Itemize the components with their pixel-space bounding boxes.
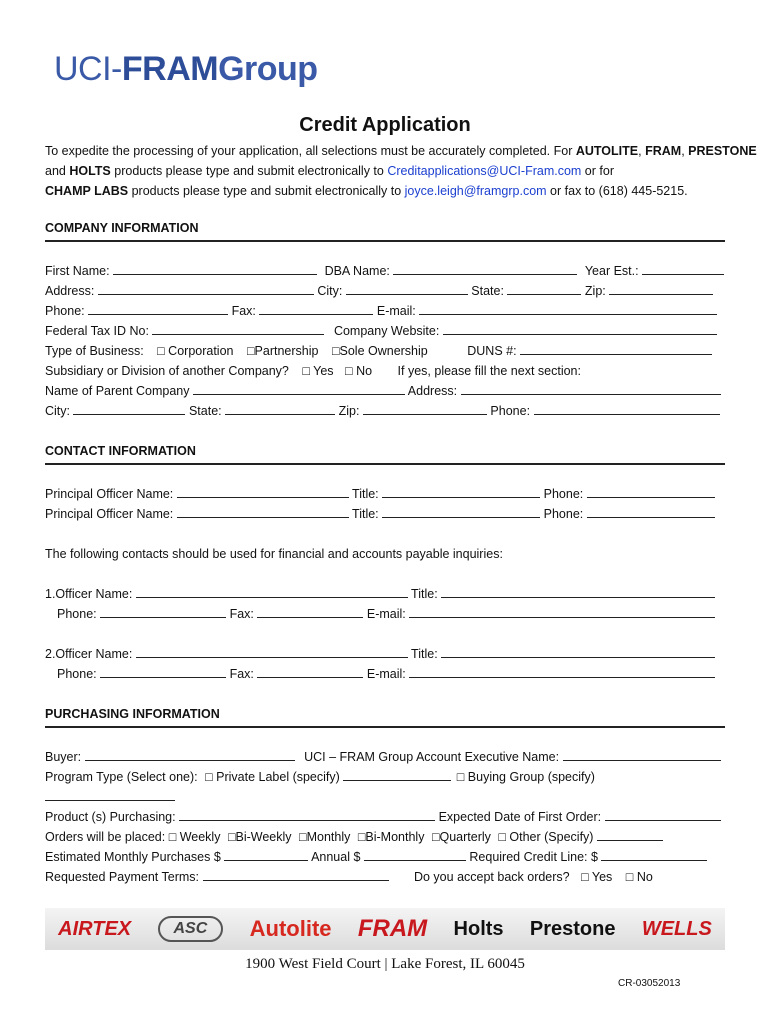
credit-line-field[interactable] — [601, 850, 707, 861]
officer2-contact-row: Phone: Fax: E-mail: — [57, 667, 715, 681]
orders-row: Orders will be placed: □ Weekly □Bi-Weekly □Monthly □Bi-Monthly □Quarterly □ Other (Specify) — [45, 830, 663, 844]
credit-email-link[interactable]: Creditapplications@UCI-Fram.com — [387, 164, 582, 178]
officer2-row: 2.Officer Name: Title: — [45, 647, 715, 661]
contact-section-heading: CONTACT INFORMATION — [45, 444, 196, 458]
first-name-field[interactable] — [113, 264, 317, 275]
parent-zip-field[interactable] — [363, 404, 487, 415]
terms-row: Requested Payment Terms: Do you accept back orders? □ Yes □ No — [45, 870, 653, 884]
annual-purchases-field[interactable] — [364, 850, 466, 861]
principal-name-field-1[interactable] — [177, 487, 349, 498]
parent-company-field[interactable] — [193, 384, 405, 395]
fax-field[interactable] — [259, 304, 373, 315]
wells-logo: WELLS — [641, 917, 712, 940]
brand-logos-bar — [45, 908, 725, 950]
estimates-row: Estimated Monthly Purchases $ Annual $ Required Credit Line: $ — [45, 850, 707, 864]
first-order-date-field[interactable] — [605, 810, 721, 821]
company-row-8: City: State: Zip: Phone: — [45, 404, 720, 418]
officer1-fax-field[interactable] — [257, 607, 363, 618]
zip-field[interactable] — [609, 284, 713, 295]
parent-state-field[interactable] — [225, 404, 335, 415]
quarterly-checkbox[interactable]: □Quarterly — [431, 830, 491, 844]
year-est-field[interactable] — [642, 264, 724, 275]
subsidiary-yes-checkbox[interactable]: □ Yes — [302, 364, 334, 378]
monthly-purchases-field[interactable] — [224, 850, 308, 861]
company-row-7: Name of Parent Company Address: — [45, 384, 721, 398]
company-row-1: First Name: DBA Name: Year Est.: — [45, 264, 724, 278]
tax-id-field[interactable] — [152, 324, 324, 335]
duns-field[interactable] — [520, 344, 712, 355]
parent-city-field[interactable] — [73, 404, 185, 415]
prestone-logo: Prestone — [529, 917, 616, 940]
buying-group-checkbox[interactable]: □ Buying Group (specify) — [456, 770, 595, 784]
officer2-fax-field[interactable] — [257, 667, 363, 678]
dba-name-field[interactable] — [393, 264, 577, 275]
back-orders-yes-checkbox[interactable]: □ Yes — [581, 870, 613, 884]
contacts-note: The following contacts should be used for financial and accounts payable inquiries: — [45, 547, 503, 561]
email-field[interactable] — [419, 304, 717, 315]
program-row: Program Type (Select one): □ Private Label (specify) □ Buying Group (specify) — [45, 770, 595, 784]
fram-logo: FRAM — [357, 915, 428, 942]
logo-group-text: Group — [218, 50, 318, 88]
purchasing-section-heading: PURCHASING INFORMATION — [45, 707, 220, 721]
partnership-checkbox[interactable]: □Partnership — [246, 344, 319, 358]
officer1-email-field[interactable] — [409, 607, 715, 618]
program-continued-row — [45, 790, 175, 804]
private-label-field[interactable] — [343, 770, 451, 781]
buying-group-field[interactable] — [45, 790, 175, 801]
subsidiary-no-checkbox[interactable]: □ No — [345, 364, 373, 378]
company-section-heading: COMPANY INFORMATION — [45, 221, 199, 235]
officer2-email-field[interactable] — [409, 667, 715, 678]
company-row-4: Federal Tax ID No: Company Website: — [45, 324, 717, 338]
products-field[interactable] — [179, 810, 435, 821]
airtex-logo: AIRTEX — [58, 917, 132, 940]
principal-row-2: Principal Officer Name: Title: Phone: — [45, 507, 715, 521]
asc-logo: ASC — [158, 916, 224, 942]
sole-ownership-checkbox[interactable]: □Sole Ownership — [331, 344, 428, 358]
city-field[interactable] — [346, 284, 468, 295]
company-logo — [54, 50, 318, 89]
principal-title-field-2[interactable] — [382, 507, 540, 518]
logo-uci-text: UCI- — [54, 50, 122, 88]
principal-phone-field-1[interactable] — [587, 487, 715, 498]
principal-title-field-1[interactable] — [382, 487, 540, 498]
other-specify-field[interactable] — [597, 830, 663, 841]
company-row-3: Phone: Fax: E-mail: — [45, 304, 717, 318]
website-field[interactable] — [443, 324, 717, 335]
company-row-5: Type of Business: □ Corporation □Partnership □Sole Ownership DUNS #: — [45, 344, 712, 358]
phone-field[interactable] — [88, 304, 228, 315]
page-title: Credit Application — [299, 114, 471, 136]
company-row-2: Address: City: State: Zip: — [45, 284, 713, 298]
champ-email-link[interactable]: joyce.leigh@framgrp.com — [404, 184, 547, 198]
bimonthly-checkbox[interactable]: □Bi-Monthly — [357, 830, 425, 844]
weekly-checkbox[interactable]: □ Weekly — [168, 830, 221, 844]
parent-address-field[interactable] — [461, 384, 721, 395]
private-label-checkbox[interactable]: □ Private Label (specify) — [205, 770, 340, 784]
principal-name-field-2[interactable] — [177, 507, 349, 518]
principal-phone-field-2[interactable] — [587, 507, 715, 518]
address-field[interactable] — [98, 284, 314, 295]
products-row: Product (s) Purchasing: Expected Date of First Order: — [45, 810, 721, 824]
officer2-title-field[interactable] — [441, 647, 715, 658]
officer2-phone-field[interactable] — [100, 667, 226, 678]
holts-logo: Holts — [453, 917, 504, 940]
logo-fram-text: FRAM — [121, 50, 219, 88]
officer1-name-field[interactable] — [136, 587, 408, 598]
officer1-phone-field[interactable] — [100, 607, 226, 618]
buyer-row: Buyer: UCI – FRAM Group Account Executive Name: — [45, 750, 721, 764]
company-address: 1900 West Field Court | Lake Forest, IL 60045 — [245, 956, 525, 972]
autolite-logo: Autolite — [249, 916, 332, 941]
principal-row-1: Principal Officer Name: Title: Phone: — [45, 487, 715, 501]
officer1-title-field[interactable] — [441, 587, 715, 598]
officer1-contact-row: Phone: Fax: E-mail: — [57, 607, 715, 621]
account-executive-field[interactable] — [563, 750, 721, 761]
intro-paragraph: To expedite the processing of your application, all selections must be accurately completed. For AUTOLITE, FRAM, PRESTONE and HOLTS products please type and submit electronically to Creditapplications@UCI-Fram.com or for CHAMP LABS products please type and submit electronically to joyce.leigh@framgrp.com or fax to (618) 445-5215. — [45, 144, 757, 198]
section-divider — [45, 463, 725, 465]
section-divider — [45, 240, 725, 242]
back-orders-no-checkbox[interactable]: □ No — [625, 870, 653, 884]
officer1-row: 1.Officer Name: Title: — [45, 587, 715, 601]
payment-terms-field[interactable] — [203, 870, 389, 881]
company-row-6: Subsidiary or Division of another Company? □ Yes □ No If yes, please fill the next section: — [45, 364, 581, 378]
officer2-name-field[interactable] — [136, 647, 408, 658]
section-divider — [45, 726, 725, 728]
monthly-checkbox[interactable]: □Monthly — [299, 830, 351, 844]
other-checkbox[interactable]: □ Other (Specify) — [498, 830, 594, 844]
state-field[interactable] — [507, 284, 581, 295]
corporation-checkbox[interactable]: □ Corporation — [157, 344, 234, 358]
biweekly-checkbox[interactable]: □Bi-Weekly — [227, 830, 292, 844]
form-code: CR-03052013 — [618, 978, 681, 989]
parent-phone-field[interactable] — [534, 404, 720, 415]
buyer-field[interactable] — [85, 750, 295, 761]
